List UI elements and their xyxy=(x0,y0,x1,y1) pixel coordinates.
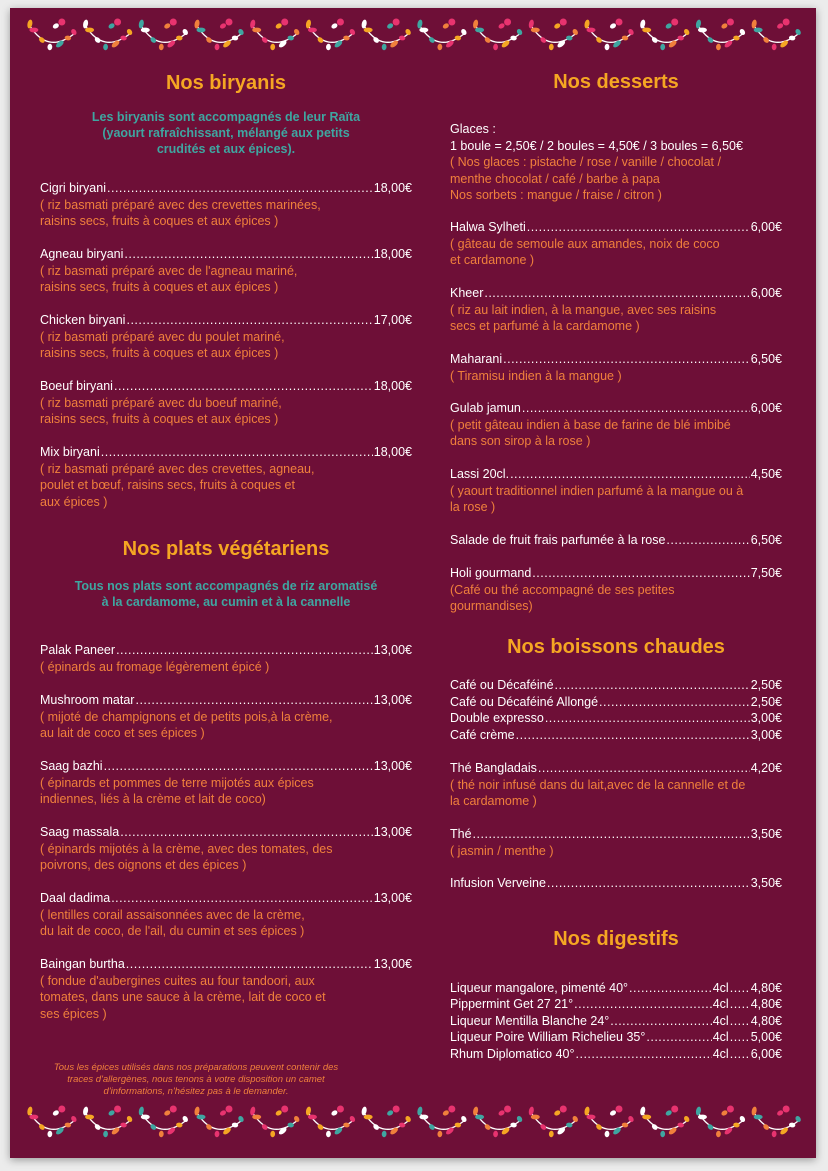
item-price: 6,50€ xyxy=(750,352,782,366)
item-price: 17,00€ xyxy=(373,313,412,327)
item-description: ( riz basmati préparé avec des crevettes, agneau, poulet et bœuf, raisins secs, fruits à coques et aux épices ) xyxy=(40,461,315,509)
item-name: Liqueur mangalore, pimenté 40° xyxy=(450,981,629,995)
item-description: ( Tiramisu indien à la mangue ) xyxy=(450,368,622,383)
item-description: ( fondue d'aubergines cuites au four tandoori, aux tomates, dans une sauce à la crème, lait de coco et ses épices ) xyxy=(40,973,326,1021)
floral-motif xyxy=(138,1106,189,1138)
item-name: Kheer xyxy=(450,286,484,300)
item-price: 5,00€ xyxy=(750,1030,782,1044)
floral-motif xyxy=(639,1106,690,1138)
item-price: 18,00€ xyxy=(373,247,412,261)
item-price: 13,00€ xyxy=(373,957,412,971)
item-description: ( riz basmati préparé avec du poulet mariné, raisins secs, fruits à coques et aux épices ) xyxy=(40,329,285,360)
item-price: 2,50€ xyxy=(750,695,782,709)
floral-motif xyxy=(138,19,189,51)
allergen-footnote: Tous les épices utilisés dans nos préparations peuvent contenir des traces d'allergènes, nous tenons à votre disposition un camet d'informations, n'hésitez pas à le demander. xyxy=(53,1062,339,1097)
item-price: 4,80€ xyxy=(750,1014,782,1028)
item-size: 4cl xyxy=(712,981,729,995)
item-description: ( thé noir infusé dans du lait,avec de la cannelle et de la cardamome ) xyxy=(450,777,746,808)
menu-item xyxy=(450,285,782,335)
item-price: 3,50€ xyxy=(750,876,782,890)
floral-motif xyxy=(194,19,245,51)
item-price: 18,00€ xyxy=(373,181,412,195)
menu-item xyxy=(40,312,412,362)
item-price: 3,50€ xyxy=(750,827,782,841)
item-name: Mushroom matar xyxy=(40,693,135,707)
item-name: Gulab jamun xyxy=(450,401,521,415)
item-name: Infusion Verveine xyxy=(450,876,546,890)
item-description: ( riz basmati préparé avec du boeuf mariné, raisins secs, fruits à coques et aux épices ) xyxy=(40,395,282,426)
item-description: ( gâteau de semoule aux amandes, noix de coco et cardamone ) xyxy=(450,236,720,267)
item-name: Cigri biryani xyxy=(40,181,106,195)
item-name: Liqueur Poire William Richelieu 35° xyxy=(450,1030,646,1044)
floral-motif xyxy=(249,19,300,51)
item-price: 6,50€ xyxy=(750,533,782,547)
item-size: 4cl xyxy=(712,1030,729,1044)
menu-item xyxy=(450,710,782,727)
menu-item xyxy=(450,694,782,711)
floral-motif xyxy=(584,19,635,51)
digestif-item xyxy=(450,980,782,997)
floral-motif xyxy=(472,19,523,51)
item-price: 13,00€ xyxy=(373,693,412,707)
menu-item xyxy=(40,824,412,874)
floral-motif xyxy=(82,1106,133,1138)
digestif-item xyxy=(450,1013,782,1030)
hot-drinks-heading: Nos boissons chaudes xyxy=(507,636,725,658)
biryanis-subtitle: Les biryanis sont accompagnés de leur Raïta (yaourt rafraîchissant, mélangé aux petits crudités et aux épices). xyxy=(91,110,361,156)
item-price: 4,50€ xyxy=(750,467,782,481)
item-description: ( mijoté de champignons et de petits pois,à la crème, au lait de coco et ses épices ) xyxy=(40,709,333,740)
item-size: 4cl xyxy=(712,1014,729,1028)
floral-border-top xyxy=(24,14,804,60)
menu-item xyxy=(450,677,782,694)
item-name: Café crème xyxy=(450,728,515,742)
item-price: 4,20€ xyxy=(750,761,782,775)
floral-motif xyxy=(27,1106,78,1138)
item-price: 13,00€ xyxy=(373,643,412,657)
digestifs-heading: Nos digestifs xyxy=(553,928,679,950)
item-name: Agneau biryani xyxy=(40,247,124,261)
floral-motif xyxy=(639,19,690,51)
menu-item xyxy=(450,565,782,615)
item-name: Saag massala xyxy=(40,825,120,839)
digestif-item xyxy=(450,1029,782,1046)
menu-item xyxy=(450,466,782,516)
item-description: ( épinards et pommes de terre mijotés aux épices indiennes, liés à la crème et lait de coco) xyxy=(40,775,314,806)
item-price: 7,50€ xyxy=(750,566,782,580)
biryanis-heading: Nos biryanis xyxy=(165,72,287,94)
menu-item xyxy=(40,180,412,230)
menu-item xyxy=(40,378,412,428)
item-price: 13,00€ xyxy=(373,891,412,905)
item-description: ( riz basmati préparé avec de l'agneau mariné, raisins secs, fruits à coques et aux épices ) xyxy=(40,263,298,294)
floral-motif xyxy=(751,1106,802,1138)
item-description: ( épinards au fromage légèrement épicé ) xyxy=(40,659,270,674)
item-name: Thé xyxy=(450,827,472,841)
desserts-heading: Nos desserts xyxy=(553,71,679,93)
vegetarian-heading: Nos plats végétariens xyxy=(122,538,330,560)
item-price: 18,00€ xyxy=(373,379,412,393)
menu-item xyxy=(40,758,412,808)
floral-motif xyxy=(751,19,802,51)
floral-motif xyxy=(305,1106,356,1138)
item-name: Maharani xyxy=(450,352,503,366)
floral-motif xyxy=(472,1106,523,1138)
item-description: ( riz au lait indien, à la mangue, avec ses raisins secs et parfumé à la cardamome ) xyxy=(450,302,717,333)
menu-item xyxy=(450,400,782,450)
item-name: Rhum Diplomatico 40° xyxy=(450,1047,575,1061)
floral-motif xyxy=(82,19,133,51)
item-price: 4,80€ xyxy=(750,981,782,995)
item-name: Chicken biryani xyxy=(40,313,126,327)
floral-motif xyxy=(695,19,746,51)
menu-item xyxy=(450,727,782,744)
menu-item xyxy=(450,826,782,859)
glaces-prices: 1 boule = 2,50€ / 2 boules = 4,50€ / 3 boules = 6,50€ xyxy=(450,138,743,153)
menu-item xyxy=(40,246,412,296)
item-description: ( yaourt traditionnel indien parfumé à la mangue ou à la rose ) xyxy=(450,483,744,514)
vegetarian-subtitle: Tous nos plats sont accompagnés de riz aromatisé à la cardamome, au cumin et à la cannelle xyxy=(74,579,378,609)
floral-motif xyxy=(528,19,579,51)
glaces-item xyxy=(450,121,782,204)
item-description: ( petit gâteau indien à base de farine de blé imbibé dans son sirop à la rose ) xyxy=(450,417,731,448)
item-price: 6,00€ xyxy=(750,220,782,234)
item-price: 6,00€ xyxy=(750,1047,782,1061)
item-price: 18,00€ xyxy=(373,445,412,459)
floral-motif xyxy=(249,1106,300,1138)
item-name: Saag bazhi xyxy=(40,759,103,773)
item-name: Lassi 20cl. xyxy=(450,467,510,481)
glaces-label: Glaces : xyxy=(450,122,496,136)
item-description: (Café ou thé accompagné de ses petites gourmandises) xyxy=(450,582,675,613)
menu-item xyxy=(40,956,412,1022)
floral-motif xyxy=(695,1106,746,1138)
item-description: ( riz basmati préparé avec des crevettes marinées, raisins secs, fruits à coques et aux épices ) xyxy=(40,197,321,228)
menu-item xyxy=(40,444,412,510)
item-name: Pippermint Get 27 21° xyxy=(450,997,574,1011)
item-price: 3,00€ xyxy=(750,711,782,725)
menu-item xyxy=(40,692,412,742)
item-name: Café ou Décaféiné xyxy=(450,678,554,692)
item-description: ( épinards mijotés à la crème, avec des tomates, des poivrons, des oignons et des épices ) xyxy=(40,841,333,872)
floral-motif xyxy=(194,1106,245,1138)
item-name: Palak Paneer xyxy=(40,643,116,657)
item-name: Holi gourmand xyxy=(450,566,532,580)
item-name: Double expresso xyxy=(450,711,544,725)
digestif-item xyxy=(450,996,782,1013)
item-price: 2,50€ xyxy=(750,678,782,692)
menu-item xyxy=(450,875,782,892)
floral-motif xyxy=(305,19,356,51)
item-name: Halwa Sylheti xyxy=(450,220,526,234)
item-name: Boeuf biryani xyxy=(40,379,113,393)
menu-item xyxy=(450,219,782,269)
floral-motif xyxy=(417,19,468,51)
item-size: 4cl xyxy=(712,997,729,1011)
digestif-item xyxy=(450,1046,782,1063)
menu-item xyxy=(40,890,412,940)
menu-page xyxy=(10,8,816,1158)
glaces-description: ( Nos glaces : pistache / rose / vanille / chocolat / menthe chocolat / café / barbe à papa Nos sorbets : mangue / fraise / citron ) xyxy=(450,155,721,202)
item-name: Daal dadima xyxy=(40,891,111,905)
item-price: 13,00€ xyxy=(373,759,412,773)
menu-item xyxy=(450,351,782,384)
item-price: 3,00€ xyxy=(750,728,782,742)
item-name: Liqueur Mentilla Blanche 24° xyxy=(450,1014,610,1028)
item-price: 6,00€ xyxy=(750,401,782,415)
menu-item xyxy=(450,760,782,810)
item-name: Thé Bangladais xyxy=(450,761,537,775)
item-price: 6,00€ xyxy=(750,286,782,300)
item-name: Salade de fruit frais parfumée à la rose xyxy=(450,533,666,547)
item-name: Baingan burtha xyxy=(40,957,125,971)
item-size: 4cl xyxy=(712,1047,729,1061)
floral-border-bottom xyxy=(24,1101,804,1147)
menu-item xyxy=(450,532,782,549)
menu-item xyxy=(40,642,412,675)
item-price: 13,00€ xyxy=(373,825,412,839)
floral-motif xyxy=(584,1106,635,1138)
floral-motif xyxy=(417,1106,468,1138)
floral-motif xyxy=(361,19,412,51)
floral-motif xyxy=(361,1106,412,1138)
item-description: ( jasmin / menthe ) xyxy=(450,843,554,858)
floral-motif xyxy=(528,1106,579,1138)
floral-motif xyxy=(27,19,78,51)
item-description: ( lentilles corail assaisonnées avec de la crème, du lait de coco, de l'ail, du cumin et ses épices ) xyxy=(40,907,305,938)
item-name: Mix biryani xyxy=(40,445,100,459)
item-name: Café ou Décaféiné Allongé xyxy=(450,695,599,709)
item-price: 4,80€ xyxy=(750,997,782,1011)
